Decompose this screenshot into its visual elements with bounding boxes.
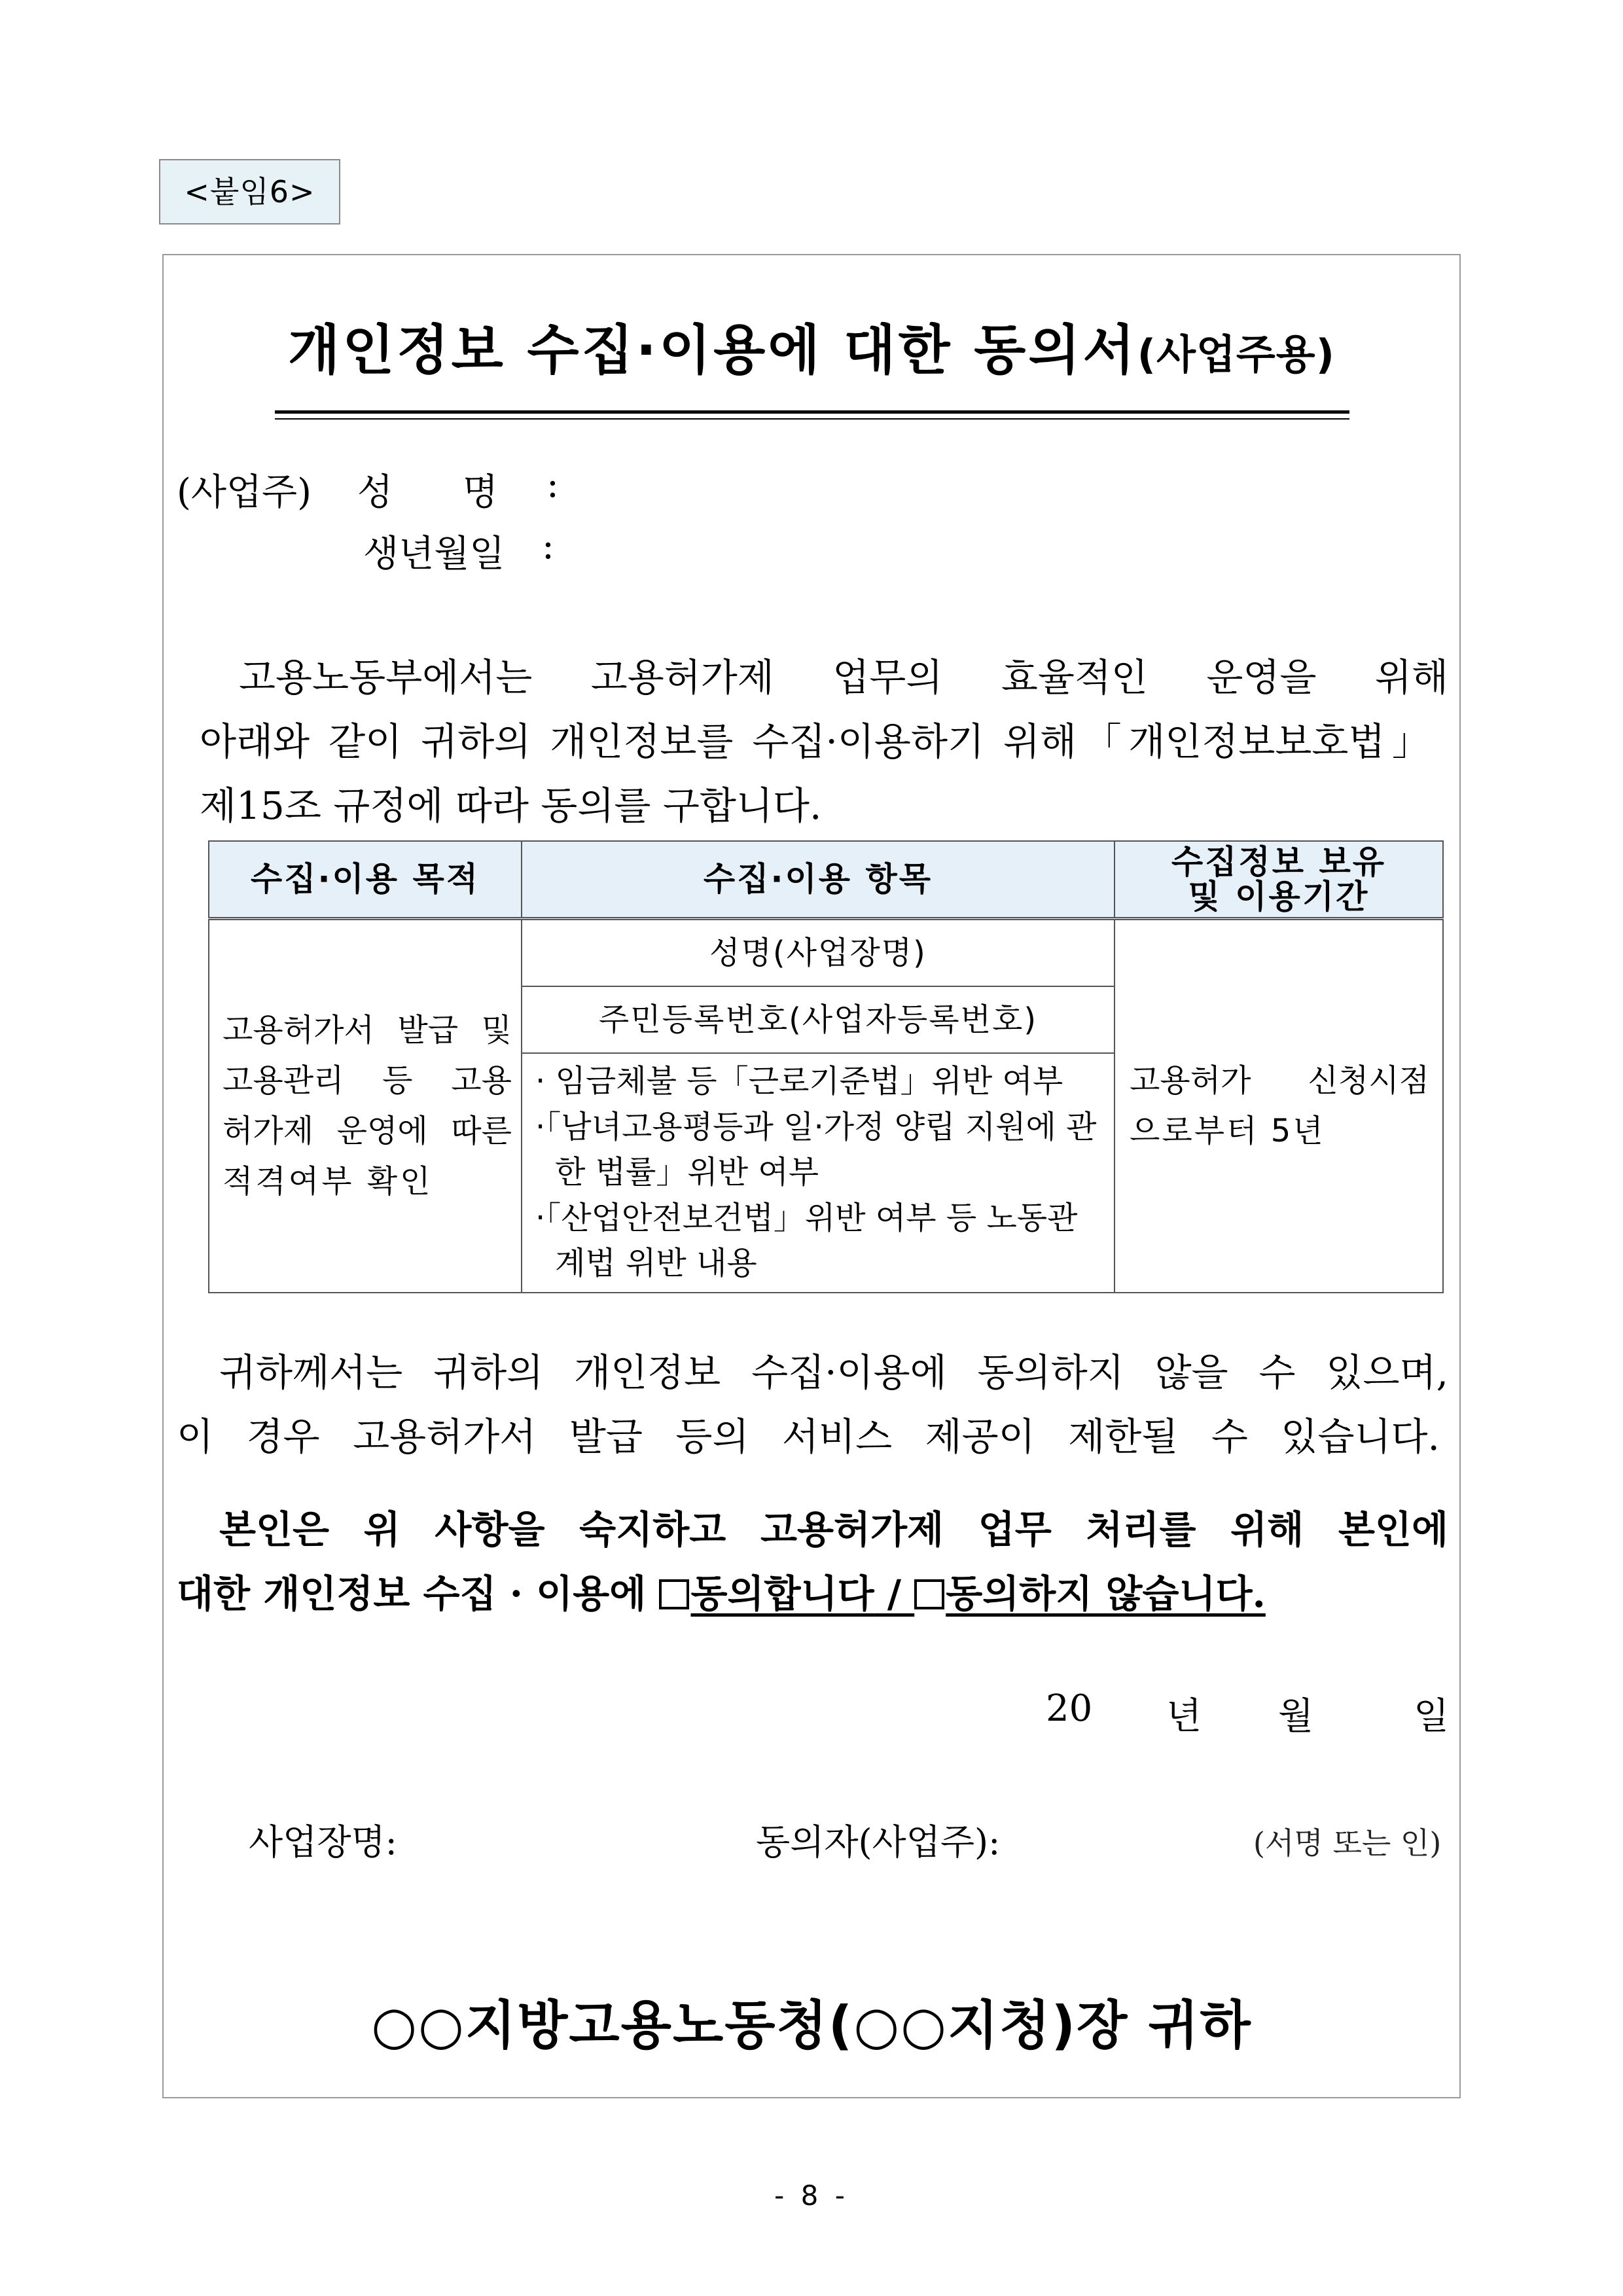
title-underline-thin [275,418,1349,420]
purpose-line: 적격여부 확인 [223,1162,433,1200]
birthdate-label: 생년월일 [363,533,505,575]
agreement-prefix: 대한 개인정보 수집 · 이용에 [177,1571,647,1616]
period-cell [1115,919,1443,1293]
intro-line-1: 고용노동부에서는 고용허가제 업무의 효율적인 운영을 위해 [239,655,1448,700]
option-separator: / [874,1571,915,1616]
form-title-suffix: (사업주용) [1137,331,1335,378]
addressee: ○○지방고용노동청(○○지청)장 귀하 [371,1995,1252,2056]
list-item: ·「남녀고용평등과 일·가정 양립 지원에 관한 법률」위반 여부 [535,1108,1097,1191]
header-period-line-2: 및 이용기간 [1188,877,1370,916]
page-number: - 8 - [774,2179,849,2212]
birthdate-colon: : [542,525,554,567]
consenter-label: 동의자(사업주): [756,1821,1001,1863]
purpose-line: 고용허가서 발급 및 [223,1012,512,1049]
purpose-line: 허가제 운영에 따른 [223,1113,512,1149]
date-day-label: 일 [1414,1695,1450,1738]
header-purpose: 수집·이용 목적 [209,841,522,919]
form-title-main: 개인정보 수집·이용에 대한 동의서 [287,319,1137,382]
form-title [162,308,1461,384]
list-item: · 임금체불 등「근로기준법」위반 여부 [535,1063,1063,1100]
agreement-line-2 [177,1563,1266,1618]
notice-line-2: 이 경우 고용허가서 발급 등의 서비스 제공이 제한될 수 있습니다. [177,1414,1440,1459]
table-header-row [209,841,1443,919]
attachment-label: <붙임6> [159,159,340,224]
date-year-label: 년 [1166,1695,1202,1738]
purpose-line: 고용관리 등 고용 [223,1062,512,1100]
applicant-prefix: (사업주) [177,471,312,514]
purpose-cell [209,919,522,1293]
intro-line-3: 제15조 규정에 따라 동의를 구합니다. [200,783,822,828]
period-line: 으로부터 5년 [1130,1113,1325,1149]
agreement-options [659,1571,1265,1616]
header-items: 수집·이용 항목 [522,841,1115,919]
list-item: ·「산업안전보건법」위반 여부 등 노동관계법 위반 내용 [535,1199,1078,1282]
business-name-label: 사업장명: [249,1821,397,1863]
agree-option-label: 동의합니다 [690,1571,874,1616]
header-period-line-1: 수집정보 보유 [1171,843,1387,881]
name-colon: : [546,463,559,506]
disagree-checkbox[interactable] [914,1579,944,1609]
agree-checkbox[interactable] [659,1579,689,1609]
signature-note: (서명 또는 인) [1253,1825,1442,1861]
agreement-line-1: 본인은 위 사항을 숙지하고 고용허가제 업무 처리를 위해 본인에 [219,1507,1448,1552]
item-list-cell [522,1053,1115,1293]
notice-line-1: 귀하께서는 귀하의 개인정보 수집·이용에 동의하지 않을 수 있으며, [219,1350,1448,1395]
collection-info-table [208,840,1444,1293]
title-underline-thick [275,410,1349,414]
date-year-prefix: 20 [1046,1687,1093,1730]
header-period [1115,841,1443,919]
name-label: 성 명 [357,471,498,514]
item-name-cell: 성명(사업장명) [522,919,1115,987]
disagree-option-label: 동의하지 않습니다. [946,1571,1266,1616]
date-month-label: 월 [1278,1695,1314,1738]
period-line: 고용허가 신청시점 [1130,1062,1429,1100]
intro-line-2: 아래와 같이 귀하의 개인정보를 수집·이용하기 위해「개인정보보호법」 [200,719,1430,764]
item-id-cell: 주민등록번호(사업자등록번호) [522,986,1115,1053]
table-row [209,919,1443,987]
